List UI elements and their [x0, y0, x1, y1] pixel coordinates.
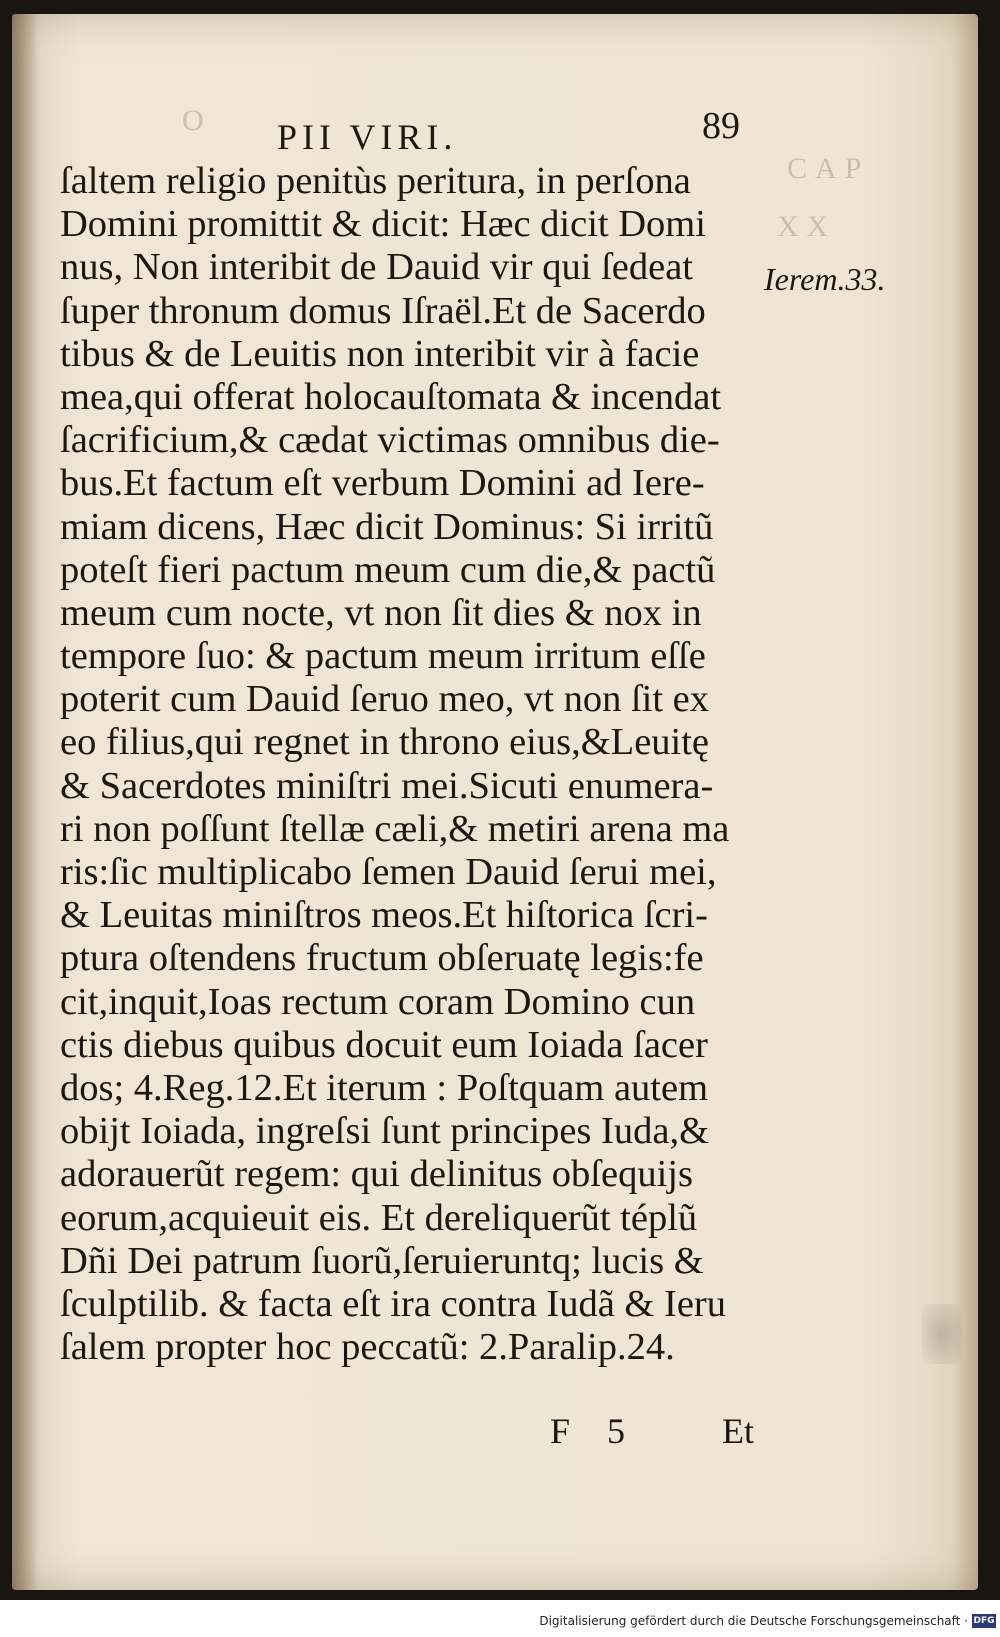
text-line: ptura oſtendens fructum obſeruatę legis:fe [60, 937, 704, 980]
text-line: ri non poſſunt ſtellæ cæli,& metiri arena ma [60, 807, 730, 850]
text-line: mea,qui offerat holocauſtomata & incendat [60, 375, 722, 418]
text-line: ris:ſic multiplicabo ſemen Dauid ſerui mei, [60, 851, 717, 893]
ink-smudge [922, 1304, 962, 1364]
text-line: ſalem propter hoc peccatũ: 2.Paralip.24. [60, 1326, 675, 1369]
text-line: eo filius,qui regnet in throno eius,&Leuitę [60, 721, 710, 764]
book-page [12, 14, 978, 1590]
text-line: ſacrificium,& cædat victimas omnibus die- [60, 419, 720, 462]
text-line: & Sacerdotes miniſtri mei.Sicuti enumera- [60, 764, 714, 807]
text-line: ſculptilib. & facta eſt ira contra Iudã & Ieru [60, 1282, 726, 1325]
text-line: meum cum nocte, vt non ſit dies & nox in [60, 591, 702, 634]
text-line: bus.Et factum eſt verbum Domini ad Iere- [60, 462, 705, 505]
text-line: cit,inquit,Ioas rectum coram Domino cun [60, 980, 696, 1023]
page-footer [12, 1402, 978, 1462]
text-line: tibus & de Leuitis non interibit vir à facie [60, 332, 700, 375]
page-header [12, 94, 978, 157]
text-line: miam dicens, Hæc dicit Dominus: Si irritũ [60, 505, 714, 548]
text-line: poterit cum Dauid ſeruo meo, vt non ſit ex [60, 678, 710, 721]
marginal-note: Ierem.33. [764, 261, 886, 297]
digitization-credit: Digitalisierung gefördert durch die Deutsche Forschungsgemeinschaft · [539, 1614, 968, 1628]
signature-mark: F 5 [550, 1411, 640, 1451]
text-line: Domini promittit & dicit: Hæc dicit Domi [60, 203, 706, 246]
text-line: tempore ſuo: & pactum meum irritum eſſe [60, 635, 706, 678]
credit-bar [0, 1612, 1000, 1637]
text-line: Dñi Dei patrum ſuorũ,ſeruieruntq; lucis & [60, 1239, 704, 1282]
show-through-text: CAP [787, 152, 870, 185]
show-through-text: XX [777, 210, 837, 243]
body-text [60, 160, 780, 1369]
text-line: obijt Ioiada, ingreſsi ſunt principes Iuda,& [60, 1110, 710, 1153]
text-line: ctis diebus quibus docuit eum Ioiada ſacer [60, 1023, 708, 1066]
text-line: adorauerũt regem: qui delinitus obſequijs [60, 1153, 693, 1196]
text-line: dos; 4.Reg.12.Et iterum : Poſtquam autem [60, 1066, 709, 1109]
text-line: nus, Non interibit de Dauid vir qui ſedeat [60, 246, 693, 289]
text-line: ſaltem religio penitùs peritura, in perſona [60, 160, 691, 202]
gutter-shadow [12, 14, 38, 1590]
text-line: & Leuitas miniſtros meos.Et hiſtorica ſcri- [60, 894, 708, 937]
page-number: 89 [702, 105, 740, 147]
show-through-text: O [182, 104, 212, 137]
text-line: poteſt fieri pactum meum cum die,& pactũ [60, 548, 716, 591]
text-line: eorum,acquieuit eis. Et dereliquerũt téplũ [60, 1196, 698, 1239]
catchword: Et [722, 1411, 754, 1451]
running-head: PII VIRI. [277, 117, 458, 157]
text-line: ſuper thronum domus Iſraël.Et de Sacerdo [60, 289, 706, 332]
dfg-logo: DFG [973, 1616, 995, 1626]
